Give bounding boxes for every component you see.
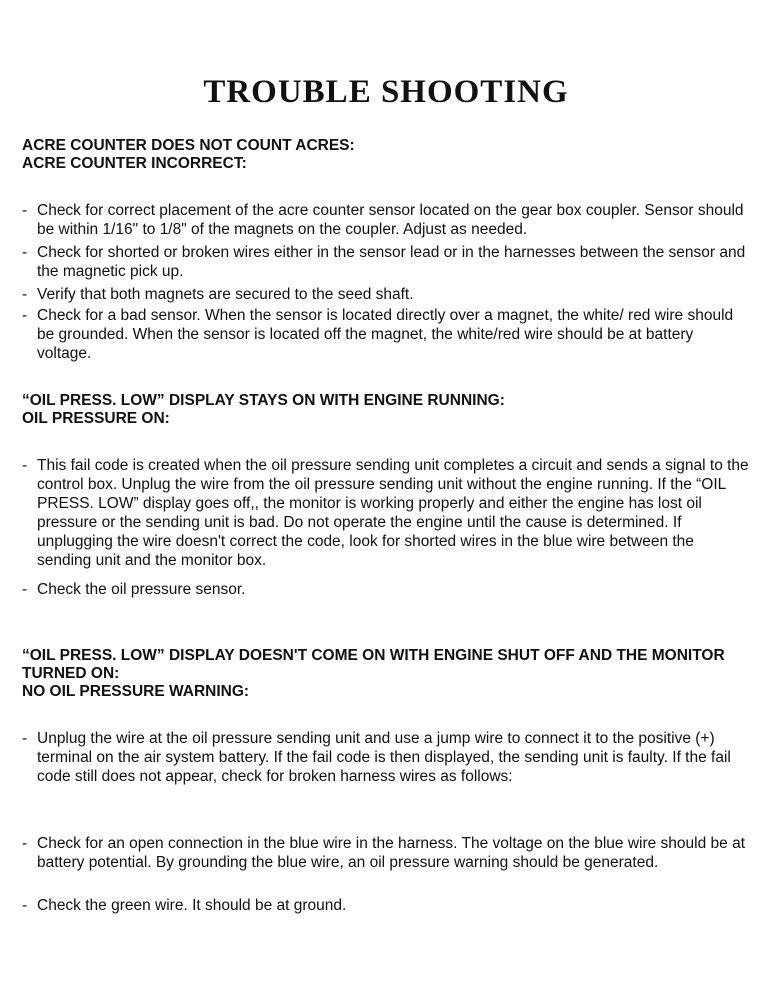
- list-item-text: Unplug the wire at the oil pressure sending unit and use a jump wire to connect it to the positive (+) terminal on the air system battery. If the fail code is then displayed, the sending unit is faulty. If the fail code still does not appear, check for broken harness wires as follows:: [37, 730, 731, 785]
- list-item: [22, 834, 750, 872]
- list-item-text: Check for shorted or broken wires either in the sensor lead or in the harnesses between the sensor and the magnetic pick up.: [37, 244, 746, 280]
- section-subheading: NO OIL PRESSURE WARNING:: [22, 683, 250, 700]
- section-heading: “OIL PRESS. LOW” DISPLAY STAYS ON WITH ENGINE RUNNING:: [22, 392, 505, 409]
- list-item-text: Check the oil pressure sensor.: [37, 581, 246, 598]
- bullet-dash: -: [22, 307, 28, 324]
- bullet-dash: -: [22, 244, 28, 261]
- list-item: [22, 729, 750, 786]
- bullet-dash: -: [22, 897, 28, 914]
- list-item: [22, 285, 750, 304]
- list-item-text: Verify that both magnets are secured to the seed shaft.: [37, 286, 414, 303]
- section-heading: “OIL PRESS. LOW” DISPLAY DOESN'T COME ON WITH ENGINE SHUT OFF AND THE MONITOR TURNED ON:: [22, 647, 725, 682]
- list-item: [22, 243, 750, 281]
- list-item-text: Check the green wire. It should be at ground.: [37, 897, 347, 914]
- list-item-text: This fail code is created when the oil pressure sending unit completes a circuit and sends a signal to the control box. Unplug the wire from the oil pressure sending unit without the engine running. If the “OIL PRESS. LOW” display goes off,, the monitor is working properly and either the engine has lost oil pressure or the sending unit is bad. Do not operate the engine until the cause is determined. If unplugging the wire doesn't correct the code, look for shorted wires in the blue wire between the sending unit and the monitor box.: [37, 457, 749, 569]
- section-subheading: ACRE COUNTER INCORRECT:: [22, 155, 247, 172]
- list-item: [22, 306, 750, 363]
- list-item: [22, 201, 750, 239]
- bullet-dash: -: [22, 730, 28, 747]
- bullet-dash: -: [22, 202, 28, 219]
- bullet-dash: -: [22, 286, 28, 303]
- list-item-text: Check for an open connection in the blue wire in the harness. The voltage on the blue wire should be at battery potential. By grounding the blue wire, an oil pressure warning should be generated.: [37, 835, 746, 871]
- list-item: [22, 896, 750, 915]
- list-item: [22, 456, 750, 570]
- list-item-text: Check for correct placement of the acre counter sensor located on the gear box coupler. Sensor should be within 1/16" to 1/8" of the magnets on the coupler. Adjust as needed.: [37, 202, 744, 238]
- bullet-dash: -: [22, 581, 28, 598]
- list-item-text: Check for a bad sensor. When the sensor is located directly over a magnet, the white/ red wire should be grounded. When the sensor is located off the magnet, the white/red wire should be at battery voltage.: [37, 307, 734, 362]
- list-item: [22, 580, 750, 599]
- bullet-dash: -: [22, 457, 28, 474]
- page-title: TROUBLE SHOOTING: [203, 74, 569, 110]
- section-subheading: OIL PRESSURE ON:: [22, 410, 170, 427]
- section-heading: ACRE COUNTER DOES NOT COUNT ACRES:: [22, 137, 355, 154]
- bullet-dash: -: [22, 835, 28, 852]
